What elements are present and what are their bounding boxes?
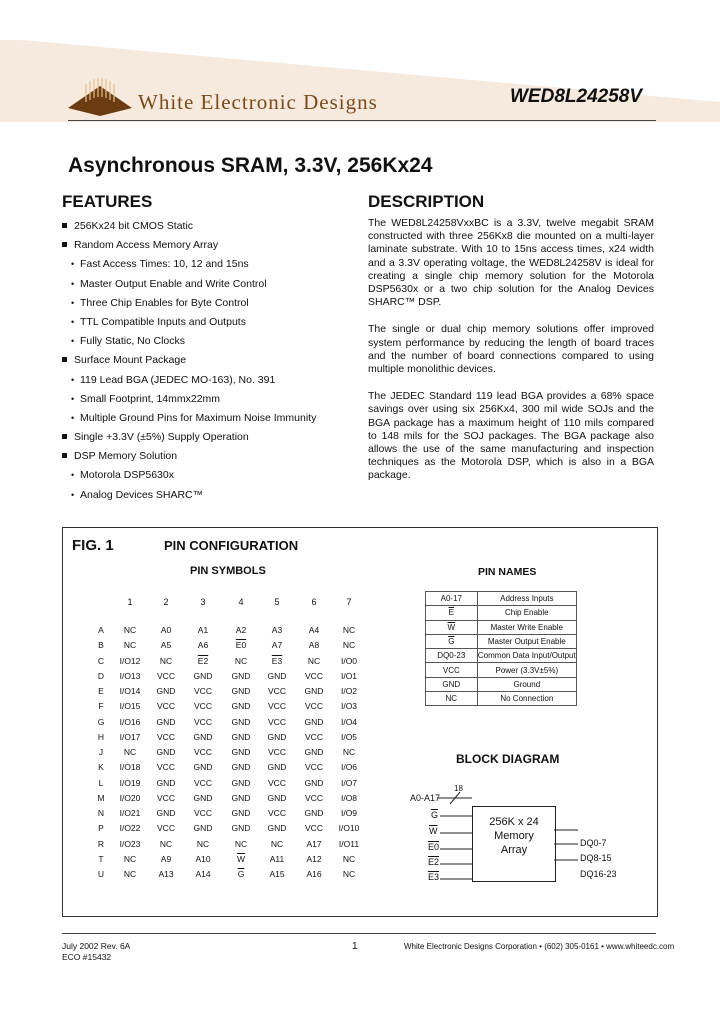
block-diagram-heading: BLOCK DIAGRAM xyxy=(456,752,560,766)
pin-row-label: H xyxy=(97,731,105,742)
block-input-e0: E0 xyxy=(428,842,440,852)
page-title: Asynchronous SRAM, 3.3V, 256Kx24 xyxy=(68,154,433,177)
pin-name-description: Ground xyxy=(477,677,576,691)
pin-cell: I/O23 xyxy=(119,838,141,849)
pin-cell: VCC xyxy=(157,792,175,803)
description-paragraph: The single or dual chip memory solutions offer improved system performance by reducing the length of board traces and the number of board connections compared to using multiple monolithic devices. xyxy=(368,323,654,376)
pin-name-row xyxy=(426,606,577,620)
pin-cell: VCC xyxy=(157,701,175,712)
pin-cell: NC xyxy=(342,853,356,864)
pin-cell: GND xyxy=(156,777,176,788)
pin-row-label: R xyxy=(97,838,105,849)
pin-cell: GND xyxy=(231,716,251,727)
pin-row-label: U xyxy=(97,869,105,879)
description-paragraph: The JEDEC Standard 119 lead BGA provides a 68% space savings over using six 256Kx4, 300 mil wide SOJs and the BGA package has a maximum height of 110 mils compared to 148 mils for the SOJ packages. The BGA package also allows the use of the same manufacturing and inspection techniques as the Motorola DSP, which is also in a BGA package. xyxy=(368,390,654,482)
block-input-e2: E2 xyxy=(428,857,440,867)
pin-cell: A6 xyxy=(197,640,209,651)
pin-name-row xyxy=(426,649,577,663)
pin-cell: I/O11 xyxy=(338,838,360,849)
feature-item: DSP Memory Solution xyxy=(62,447,352,466)
pin-cell: VCC xyxy=(194,716,212,727)
pin-row-label: T xyxy=(98,853,104,864)
pin-cell: NC xyxy=(123,869,137,879)
pin-cell: I/O18 xyxy=(119,762,141,773)
pin-cell: NC xyxy=(342,747,356,757)
block-output-dq0-7: DQ0-7 xyxy=(580,838,607,848)
pin-cell: VCC xyxy=(305,701,323,712)
pin-cell: I/O22 xyxy=(119,823,141,834)
pin-cell: I/O17 xyxy=(119,731,141,742)
pin-cell: I/O13 xyxy=(119,670,141,681)
pin-cell: GND xyxy=(231,670,251,681)
pin-cell: A16 xyxy=(306,869,322,879)
figure-title: PIN CONFIGURATION xyxy=(164,538,299,553)
pin-cell: A3 xyxy=(271,625,283,635)
pin-cell: VCC xyxy=(157,670,175,681)
pin-cell: I/O0 xyxy=(340,655,358,666)
block-input-g: $\overline{G}$ xyxy=(431,810,439,820)
pin-cell: NC xyxy=(159,655,173,666)
pin-row-label: J xyxy=(98,747,104,757)
pin-cell: I/O20 xyxy=(119,792,141,803)
pin-cell: VCC xyxy=(305,731,323,742)
pin-row-label: N xyxy=(97,808,105,818)
pin-name-symbol: A0-17 xyxy=(426,592,478,606)
pin-cell: GND xyxy=(304,686,324,696)
pin-cell: VCC xyxy=(268,686,286,696)
pin-cell: VCC xyxy=(305,823,323,834)
pin-name-row xyxy=(426,677,577,691)
pin-cell: VCC xyxy=(157,731,175,742)
pin-cell: VCC xyxy=(157,823,175,834)
pin-cell: VCC xyxy=(194,686,212,696)
pin-cell: I/O10 xyxy=(338,823,360,834)
description-paragraph: The WED8L24258VxxBC is a 3.3V, twelve megabit SRAM constructed with three 256Kx8 die mounted on a multi-layer laminate substrate. With 10 to 15ns access times, x24 width and a 3.3V operating voltage, the WED8L24258V is ideal for creating a single chip memory solution for the Motorola DSP5630x or a two chip solution for the Analog Devices SHARC™ DSP. xyxy=(368,217,654,309)
pin-names-table xyxy=(425,591,577,706)
feature-item: • Three Chip Enables for Byte Control xyxy=(62,294,352,313)
description-heading: DESCRIPTION xyxy=(368,192,485,211)
pin-cell: A15 xyxy=(269,869,285,879)
pin-cell: I/O7 xyxy=(340,777,358,788)
pin-cell: GND xyxy=(231,808,251,818)
pin-cell: $\overline{W}$ xyxy=(236,853,246,864)
part-number: WED8L24258V xyxy=(510,86,643,107)
pin-cell: I/O15 xyxy=(119,701,141,712)
pin-cell: GND xyxy=(304,716,324,727)
feature-item: • Fast Access Times: 10, 12 and 15ns xyxy=(62,255,352,274)
pin-cell: GND xyxy=(231,686,251,696)
pin-row-label: B xyxy=(98,640,104,651)
pin-cell: GND xyxy=(231,792,251,803)
company-name: White Electronic Designs xyxy=(138,90,378,114)
pin-name-row xyxy=(426,692,577,706)
pin-cell: GND xyxy=(304,777,324,788)
pin-cell: I/O4 xyxy=(340,716,358,727)
feature-item: 256Kx24 bit CMOS Static xyxy=(62,217,352,236)
pin-cell: A11 xyxy=(269,853,285,864)
pin-cell: A13 xyxy=(158,869,174,879)
pin-cell: GND xyxy=(231,747,251,757)
pin-cell: VCC xyxy=(268,747,286,757)
pin-name-description: Chip Enable xyxy=(477,606,576,620)
pin-row-label: M xyxy=(97,792,105,803)
pin-cell: VCC xyxy=(305,792,323,803)
pin-cell: A0 xyxy=(160,625,172,635)
pin-cell: GND xyxy=(231,762,251,773)
pin-cell: GND xyxy=(267,731,287,742)
pin-cell: VCC xyxy=(268,777,286,788)
pin-cell: NC xyxy=(307,655,321,666)
pin-cell: I/O9 xyxy=(340,808,358,818)
pin-cell: GND xyxy=(304,808,324,818)
pin-name-description: Power (3.3V±5%) xyxy=(477,663,576,677)
pin-row-label: F xyxy=(98,701,104,712)
pin-row-label: G xyxy=(97,716,105,727)
pin-name-symbol: VCC xyxy=(426,663,478,677)
feature-item: • TTL Compatible Inputs and Outputs xyxy=(62,313,352,332)
pin-cell: A7 xyxy=(271,640,283,651)
pin-name-row xyxy=(426,634,577,648)
pin-cell: NC xyxy=(123,640,137,651)
pin-cell: VCC xyxy=(268,716,286,727)
pin-cell: E0 xyxy=(235,640,247,651)
pin-row-label: K xyxy=(98,762,104,773)
pin-cell: NC xyxy=(342,869,356,879)
pin-name-description: No Connection xyxy=(477,692,576,706)
pin-cell: NC xyxy=(159,838,173,849)
pin-cell: $\overline{G}$ xyxy=(237,869,245,879)
feature-item: • 119 Lead BGA (JEDEC MO-163), No. 391 xyxy=(62,371,352,390)
pin-cell: VCC xyxy=(268,701,286,712)
pin-cell: I/O2 xyxy=(340,686,358,696)
pin-name-symbol: NC xyxy=(426,692,478,706)
pin-name-description: Master Write Enable xyxy=(477,620,576,634)
pin-cell: VCC xyxy=(194,777,212,788)
pin-name-row xyxy=(426,663,577,677)
feature-item: • Master Output Enable and Write Control xyxy=(62,275,352,294)
pin-cell: GND xyxy=(231,701,251,712)
footer-company-line: White Electronic Designs Corporation • (602) 305-0161 • www.whiteedc.com xyxy=(404,942,675,951)
pin-cell: A12 xyxy=(306,853,322,864)
pin-row-label: C xyxy=(97,655,105,666)
block-input-w: $\overline{W}$ xyxy=(429,826,438,836)
pin-cell: NC xyxy=(123,853,137,864)
pin-name-symbol: $\overline{G}$ xyxy=(426,634,478,648)
pin-cell: I/O8 xyxy=(340,792,358,803)
pin-row-label: E xyxy=(98,686,104,696)
pin-cell: A2 xyxy=(235,625,247,635)
feature-item: • Analog Devices SHARC™ xyxy=(62,486,352,505)
pin-row-label: L xyxy=(98,777,104,788)
feature-item: Surface Mount Package xyxy=(62,351,352,370)
pin-cell: GND xyxy=(193,670,213,681)
block-output-dq16-23: DQ16-23 xyxy=(580,869,617,879)
company-logo xyxy=(66,78,134,118)
feature-item: • Multiple Ground Pins for Maximum Noise Immunity xyxy=(62,409,352,428)
pin-cell: I/O6 xyxy=(340,762,358,773)
pin-cell: NC xyxy=(270,838,284,849)
footer-eco: ECO #15432 xyxy=(62,952,112,962)
pin-cell: NC xyxy=(123,747,137,757)
pin-cell: A8 xyxy=(308,640,320,651)
pin-cell: NC xyxy=(234,655,248,666)
pin-column-header: 3 xyxy=(200,597,206,607)
address-bus-label: A0-A17 xyxy=(410,793,441,803)
pin-column-header: 2 xyxy=(163,597,169,607)
pin-name-symbol: $\overline{W}$ xyxy=(426,620,478,634)
pin-cell: I/O16 xyxy=(119,716,141,727)
pin-cell: I/O12 xyxy=(119,655,141,666)
pin-cell: I/O1 xyxy=(340,670,358,681)
pin-cell: NC xyxy=(196,838,210,849)
pin-cell: GND xyxy=(156,747,176,757)
pin-cell: VCC xyxy=(268,808,286,818)
pin-name-row xyxy=(426,620,577,634)
pin-cell: GND xyxy=(156,716,176,727)
pin-symbols-heading: PIN SYMBOLS xyxy=(190,565,266,577)
pin-cell: GND xyxy=(267,762,287,773)
pin-cell: GND xyxy=(156,808,176,818)
header-divider xyxy=(68,120,656,121)
pin-column-header: 6 xyxy=(311,597,317,607)
feature-item: Single +3.3V (±5%) Supply Operation xyxy=(62,428,352,447)
block-output-dq8-15: DQ8-15 xyxy=(580,853,612,863)
pin-row-label: D xyxy=(97,670,105,681)
pin-cell: E3 xyxy=(271,655,283,666)
pin-column-header: 4 xyxy=(238,597,244,607)
pin-cell: A10 xyxy=(195,853,211,864)
pin-cell: GND xyxy=(193,823,213,834)
pin-column-header: 5 xyxy=(274,597,280,607)
features-heading: FEATURES xyxy=(62,192,153,211)
pin-cell: VCC xyxy=(305,670,323,681)
footer-date-rev: July 2002 Rev. 6A xyxy=(62,941,131,951)
pin-cell: GND xyxy=(231,777,251,788)
pin-cell: I/O3 xyxy=(340,701,358,712)
description-body xyxy=(368,217,654,497)
pin-cell: GND xyxy=(231,823,251,834)
pin-cell: I/O21 xyxy=(119,808,141,818)
pin-cell: A4 xyxy=(308,625,320,635)
memory-array-line: 256K x 24 xyxy=(489,816,539,828)
page-number: 1 xyxy=(352,941,358,952)
feature-item: • Fully Static, No Clocks xyxy=(62,332,352,351)
pin-cell: NC xyxy=(234,838,248,849)
pin-cell: GND xyxy=(193,731,213,742)
figure-label: FIG. 1 xyxy=(72,537,114,554)
pin-cell: GND xyxy=(156,686,176,696)
pin-cell: GND xyxy=(304,747,324,757)
pin-cell: GND xyxy=(267,792,287,803)
memory-array-line: Memory xyxy=(494,830,534,842)
pin-name-description: Address Inputs xyxy=(477,592,576,606)
pin-column-header: 7 xyxy=(346,597,352,607)
feature-item: • Motorola DSP5630x xyxy=(62,466,352,485)
pin-cell: VCC xyxy=(194,747,212,757)
feature-item: • Small Footprint, 14mmx22mm xyxy=(62,390,352,409)
pin-cell: GND xyxy=(193,762,213,773)
pin-name-symbol: GND xyxy=(426,677,478,691)
feature-item: Random Access Memory Array xyxy=(62,236,352,255)
pin-name-description: Master Output Enable xyxy=(477,634,576,648)
pin-names-heading: PIN NAMES xyxy=(478,566,537,578)
pin-cell: A17 xyxy=(306,838,322,849)
pin-row-label: A xyxy=(98,625,104,635)
pin-cell: NC xyxy=(342,625,356,635)
pin-cell: A9 xyxy=(160,853,172,864)
pin-column-header: 1 xyxy=(127,597,133,607)
features-list xyxy=(62,217,352,505)
pin-cell: GND xyxy=(267,670,287,681)
memory-array-line: Array xyxy=(500,844,528,856)
pin-name-row xyxy=(426,592,577,606)
pin-cell: A5 xyxy=(160,640,172,651)
pin-cell: A14 xyxy=(195,869,211,879)
pin-cell: VCC xyxy=(305,762,323,773)
pin-cell: GND xyxy=(231,731,251,742)
pin-cell: VCC xyxy=(157,762,175,773)
pin-row-label: P xyxy=(98,823,104,834)
block-input-e3: E3 xyxy=(428,872,440,882)
pin-cell: VCC xyxy=(194,701,212,712)
pin-name-symbol: DQ0-23 xyxy=(426,649,478,663)
pin-cell: I/O19 xyxy=(119,777,141,788)
pin-cell: E2 xyxy=(197,655,209,666)
pin-name-symbol: $\overline{E}$ xyxy=(426,606,478,620)
pin-cell: GND xyxy=(193,792,213,803)
address-bus-width: 18 xyxy=(454,784,463,793)
pin-cell: GND xyxy=(267,823,287,834)
pin-cell: I/O14 xyxy=(119,686,141,696)
pin-name-description: Common Data Input/Output xyxy=(477,649,576,663)
footer-divider xyxy=(62,933,656,934)
pin-cell: I/O5 xyxy=(340,731,358,742)
pin-cell: A1 xyxy=(197,625,209,635)
pin-cell: VCC xyxy=(194,808,212,818)
pin-cell: NC xyxy=(123,625,137,635)
pin-cell: NC xyxy=(342,640,356,651)
